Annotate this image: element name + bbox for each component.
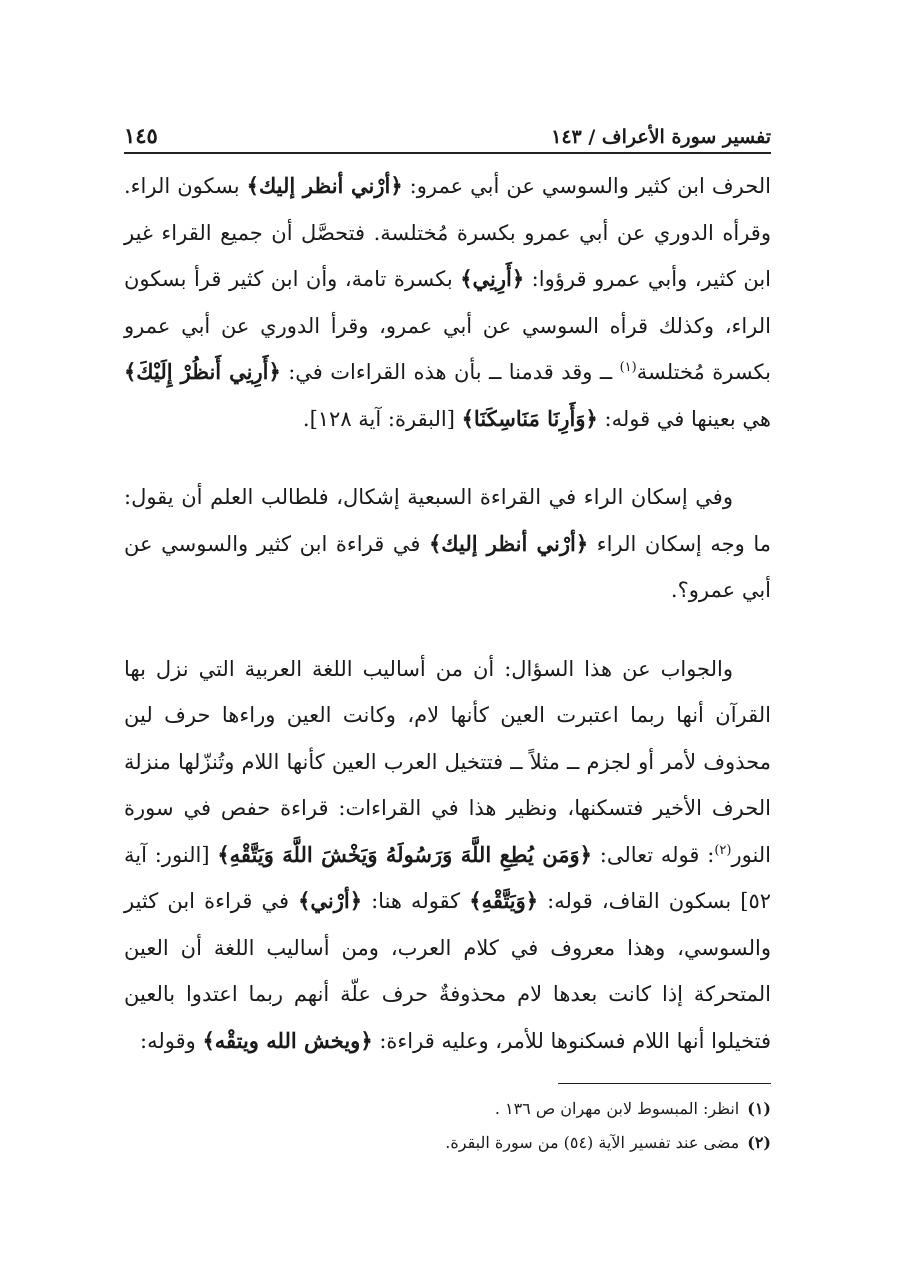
text-run: كقوله هنا: <box>362 889 470 913</box>
text-run: الحرف ابن كثير والسوسي عن أبي عمرو: <box>402 174 771 198</box>
text-run: وقوله: <box>140 1028 203 1053</box>
footnote-text: انظر: المبسوط لابن مهران ص ١٣٦ . <box>494 1099 740 1118</box>
footnotes <box>124 1092 771 1160</box>
text-run: بكسرة تامة، وأن ابن كثير قرأ بسكون الراء، وكذلك قرأه السوسي عن أبي عمرو، وقرأ الدوري عن أبي عمرو بكسرة مُختلسة <box>124 267 771 384</box>
text-run: : قوله تعالى: <box>591 842 715 867</box>
text-run: في قراءة ابن كثير والسوسي عن أبي عمرو؟. <box>124 531 771 602</box>
text-run: ــ وقد قدمنا ــ بأن هذه القراءات في: <box>280 360 620 384</box>
footnote-number: (٢) <box>747 1133 771 1152</box>
footnote-reference[interactable]: (١) <box>619 360 637 375</box>
footnote-2 <box>124 1126 771 1160</box>
footnote-rule <box>558 1083 771 1084</box>
text-run: وفي إسكان الراء في القراءة السبعية إشكال، فلطالب العلم أن يقول: ما وجه إسكان الراء <box>124 485 771 556</box>
text-run: في قراءة ابن كثير والسوسي، وهذا معروف في كلام العرب، ومن أساليب اللغة أن العين المتحركة إذا كانت بعدها لام محذوفةٌ حرف علّة أنهم ربما اعتدوا بالعين فتخيلوا أنها اللام فسكنوها للأمر، وعليه قراءة: <box>124 889 771 1053</box>
paragraph-2 <box>124 474 771 614</box>
footnote-number: (١) <box>747 1099 771 1118</box>
paragraph-3 <box>124 646 771 1065</box>
quran-quote: ﴿ويخش الله ويتقْه﴾ <box>202 1027 373 1053</box>
footnote-text: مضى عند تفسير الآية (٥٤) من سورة البقرة. <box>445 1133 740 1152</box>
quran-quote: ﴿أرْني أنظر إليك﴾ <box>429 530 589 556</box>
text-run: بسكون الراء. وقرأه الدوري عن أبي عمرو بكسرة مُختلسة. فتحصَّل أن جميع القراء غير ابن كثير، وأبي عمرو قرؤوا: <box>124 174 772 291</box>
page-header <box>124 108 771 148</box>
paragraph-1 <box>124 163 771 442</box>
quran-quote: ﴿وَمَن يُطِعِ اللَّهَ وَرَسُولَهُ وَيَخْشَ اللَّهَ وَيَتَّقْهِ﴾ <box>217 841 592 867</box>
quran-quote: ﴿أرْني أنظر إليك﴾ <box>246 173 403 198</box>
quran-quote: ﴿أَرِنِي﴾ <box>460 266 525 291</box>
quran-quote: ﴿أرْني﴾ <box>298 888 363 913</box>
quran-quote: ﴿وَأَرِنَا مَنَاسِكَنَا﴾ <box>461 405 598 431</box>
footnote-reference[interactable]: (٢) <box>714 842 732 858</box>
header-rule <box>124 152 771 154</box>
quran-quote: ﴿أَرِنِي أَنظُرْ إِلَيْكَ﴾ <box>124 359 281 384</box>
text-run: هي بعينها في قوله: <box>597 406 771 431</box>
text-run: [البقرة: آية ١٢٨]. <box>302 406 462 431</box>
running-title: تفسير سورة الأعراف / ١٤٣ <box>551 126 771 148</box>
quran-quote: ﴿وَيَتَّقْهِ﴾ <box>469 888 539 913</box>
text-run: [النور: آية ٥٢] بسكون القاف، قوله: <box>124 842 771 913</box>
footnote-1 <box>124 1092 771 1126</box>
page-number: ١٤٥ <box>124 123 158 148</box>
text-run: والجواب عن هذا السؤال: أن من أساليب اللغة العربية التي نزل بها القرآن أنها ربما اعتبرت العين كأنها لام، وكانت العين وراءها حرف لين محذوف لأمر أو لجزم ــ مثلاً ــ فتتخيل العرب العين كأنها اللام وتُنزّلها منزلة الحرف الأخير فتسكنها، ونظير هذا في القراءات: قراءة حفص في سورة النور <box>124 656 772 867</box>
main-text <box>124 163 771 1064</box>
